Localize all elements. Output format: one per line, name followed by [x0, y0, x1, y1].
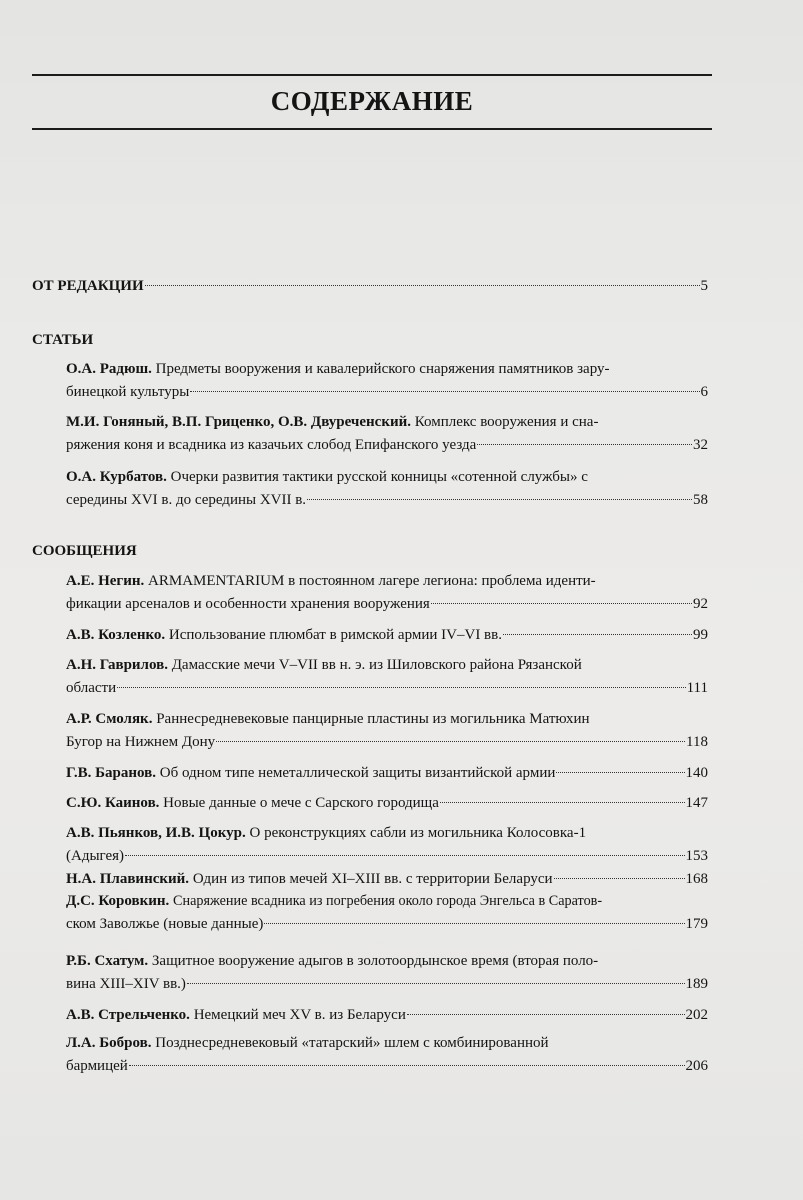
page-number: 147 — [685, 795, 708, 811]
entry-author: Л.А. Бобров. — [66, 1035, 152, 1051]
entry-author: О.А. Курбатов. — [66, 469, 167, 485]
entry-title-line2: вина XIII–XIV вв.) — [66, 976, 186, 992]
entry-author: Г.В. Баранов. — [66, 765, 156, 781]
entry-title-line2: (Адыгея) — [66, 848, 125, 864]
toc-entry[interactable] — [66, 708, 708, 754]
entry-author: А.Е. Негин. — [66, 573, 145, 589]
toc-entry[interactable] — [66, 890, 708, 936]
entry-title-line1: Об одном типе неметаллической защиты византийской армии — [159, 765, 556, 781]
entry-title-line2: области — [66, 680, 117, 696]
entry-title-line2: середины XVI в. до середины XVII в. — [66, 492, 307, 508]
toc-entry[interactable] — [66, 1004, 708, 1027]
page-number: 118 — [686, 734, 708, 750]
page-number: 111 — [686, 680, 708, 696]
entry-title-line2: бармицей — [66, 1058, 128, 1074]
toc-entry[interactable] — [66, 466, 708, 512]
entry-title-line1: Предметы вооружения и кавалерийского снаряжения памятников зару- — [155, 361, 610, 377]
entry-title-line2: ряжения коня и всадника из казачьих слобод Епифанского уезда — [66, 437, 477, 453]
toc-entry[interactable] — [66, 762, 708, 785]
entry-title-line1: О реконструкциях сабли из могильника Колосовка-1 — [249, 825, 587, 841]
page-number: 168 — [685, 871, 708, 887]
entry-title-line1: Комплекс вооружения и сна- — [414, 414, 599, 430]
entry-title-line1: Защитное вооружение адыгов в золотоордынское время (вторая поло- — [151, 953, 599, 969]
page-title: СОДЕРЖАНИЕ — [270, 86, 474, 116]
top-rule — [32, 74, 712, 76]
dot-leader — [129, 1065, 685, 1066]
entry-title-line1: Раннесредневековые панцирные пластины из могильника Матюхин — [156, 711, 590, 727]
entry-author: А.Р. Смоляк. — [66, 711, 153, 727]
entry-author: О.А. Радюш. — [66, 361, 152, 377]
page-number: 202 — [685, 1007, 708, 1023]
toc-entry[interactable] — [66, 792, 708, 815]
page-number: 189 — [685, 976, 708, 992]
toc-entry[interactable] — [66, 950, 708, 996]
dot-leader — [431, 603, 692, 604]
entry-title-line2: фикации арсеналов и особенности хранения вооружения — [66, 596, 430, 612]
page-number: 179 — [685, 916, 708, 932]
toc-entry[interactable] — [66, 1032, 708, 1078]
dot-leader — [554, 878, 685, 879]
entry-title-line1: Новые данные о мече с Сарского городища — [163, 795, 439, 811]
entry-title-line2: бинецкой культуры — [66, 384, 190, 400]
entry-title-line1: Использование плюмбат в римской армии IV–VI вв. — [168, 627, 502, 643]
section-heading-articles: СТАТЬИ — [32, 332, 94, 348]
dot-leader — [145, 285, 700, 286]
page-number: 6 — [700, 384, 708, 400]
entry-author: А.В. Пьянков, И.В. Цокур. — [66, 825, 246, 841]
entry-title-line1: Позднесредневековый «татарский» шлем с комбинированной — [155, 1035, 549, 1051]
section-heading-reports: СООБЩЕНИЯ — [32, 543, 137, 559]
entry-author: Р.Б. Схатум. — [66, 953, 149, 969]
toc-entry[interactable] — [66, 654, 708, 700]
dot-leader — [440, 802, 685, 803]
dot-leader — [190, 391, 699, 392]
entry-title-line1: Один из типов мечей XI–XIII вв. с территории Беларуси — [192, 871, 553, 887]
entry-title-line1: Очерки развития тактики русской конницы «сотенной службы» с — [170, 469, 588, 485]
dot-leader — [216, 741, 685, 742]
page-number: 153 — [685, 848, 708, 864]
editorial-label: ОТ РЕДАКЦИИ — [32, 278, 144, 294]
dot-leader — [307, 499, 692, 500]
entry-author: М.И. Гоняный, В.П. Гриценко, О.В. Двуреченский. — [66, 414, 411, 430]
entry-author: Д.С. Коровкин. — [66, 893, 170, 909]
entry-author: А.В. Козленко. — [66, 627, 166, 643]
dot-leader — [187, 983, 685, 984]
dot-leader — [503, 634, 692, 635]
entry-author: А.Н. Гаврилов. — [66, 657, 168, 673]
title-rule — [32, 128, 712, 130]
entry-title-line1: ARMAMENTARIUM в постоянном лагере легиона: проблема иденти- — [148, 573, 596, 589]
dot-leader — [556, 772, 684, 773]
entry-title-line1: Немецкий меч XV в. из Беларуси — [193, 1007, 406, 1023]
page-number: 32 — [693, 437, 708, 453]
toc-entry[interactable] — [66, 624, 708, 647]
toc-editorial[interactable] — [32, 278, 708, 295]
toc-entry[interactable] — [66, 358, 708, 404]
page-number: 206 — [685, 1058, 708, 1074]
dot-leader — [117, 687, 685, 688]
toc-entry[interactable] — [66, 868, 708, 891]
entry-author: Н.А. Плавинский. — [66, 871, 190, 887]
dot-leader — [407, 1014, 685, 1015]
entry-author: С.Ю. Каинов. — [66, 795, 160, 811]
dot-leader — [477, 444, 692, 445]
page-number: 99 — [693, 627, 708, 643]
toc-entry[interactable] — [66, 411, 708, 457]
dot-leader — [125, 855, 684, 856]
entry-title-line2: ском Заволжье (новые данные) — [66, 916, 264, 932]
page-number: 140 — [685, 765, 708, 781]
page-number: 5 — [700, 278, 708, 294]
page-number: 92 — [693, 596, 708, 612]
dot-leader — [264, 923, 684, 924]
toc-entry[interactable] — [66, 570, 708, 616]
entry-title-line1: Снаряжение всадника из погребения около города Энгельса в Саратов- — [173, 893, 603, 909]
entry-title-line2: Бугор на Нижнем Дону — [66, 734, 216, 750]
toc-entry[interactable] — [66, 822, 708, 868]
entry-author: А.В. Стрельченко. — [66, 1007, 190, 1023]
entry-title-line1: Дамасские мечи V–VII вв н. э. из Шиловского района Рязанской — [171, 657, 582, 673]
page-number: 58 — [693, 492, 708, 508]
